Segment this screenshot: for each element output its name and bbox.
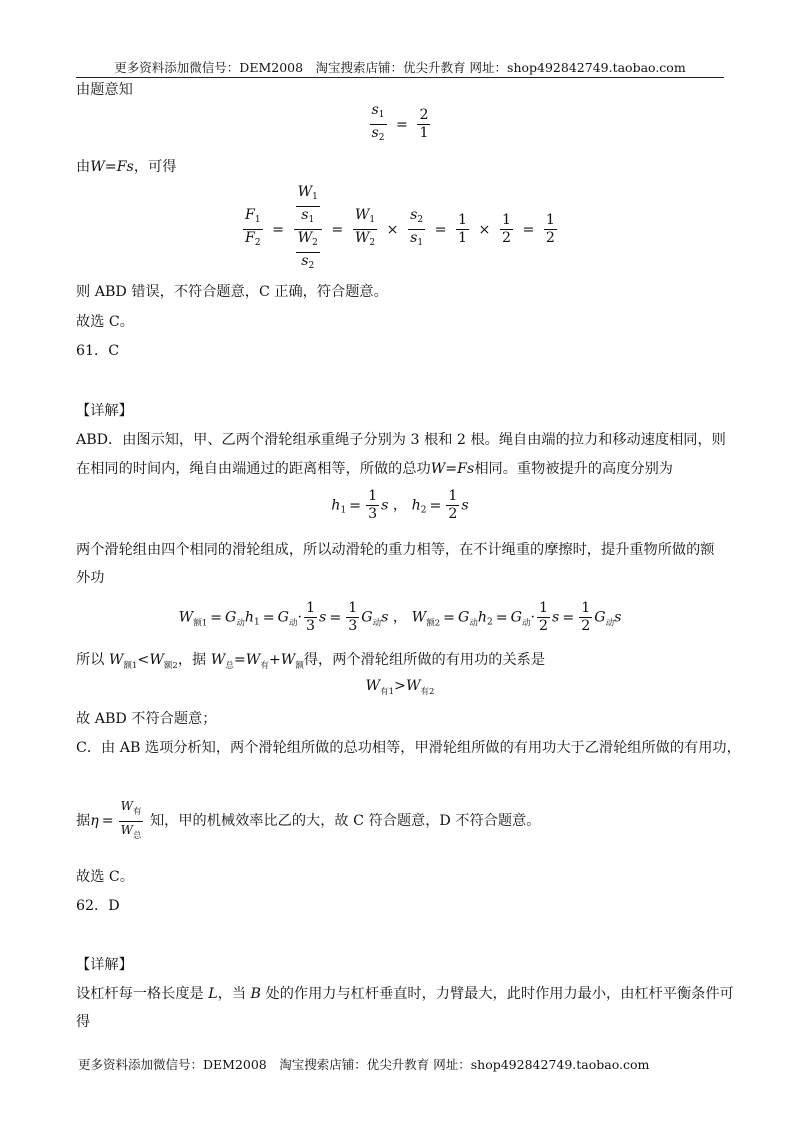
paragraph-abd-2 bbox=[76, 459, 673, 479]
eq4-sub-dong-1: 动 bbox=[236, 618, 245, 629]
equation-extra-work: $W_{额1} = G_动h_1 = G_动\cdot$ $\frac{1}{3}$ s = $\frac{1}{3}$ $G_动s$ ， $W_{额2} = G_动h_2 = G_动\cdot$ $\frac{1}{2}$ s = $\frac{1}{2}$ $G_动s$ bbox=[178, 600, 622, 634]
lever-var-l: L bbox=[208, 986, 218, 1002]
equation-heights: $h_1$ = $\frac{1}{3}$ s ， $h_2$ = $\frac{1}{2}$ s bbox=[331, 488, 469, 522]
so-sub-e2: 额2 bbox=[163, 661, 178, 671]
eq4-sub-e2: 额2 bbox=[426, 618, 441, 629]
question-62-answer: 62．D bbox=[76, 898, 120, 914]
eq3-sep: ， bbox=[392, 497, 408, 514]
by-end: ，可得 bbox=[133, 159, 177, 175]
lever-text-c: 处的作用力与杠杆垂直时，力臂最大，此时作用力最小，由杠杆平衡条件可 bbox=[265, 986, 734, 1002]
eq4-one-b: 1 bbox=[348, 600, 358, 616]
eq4-sub-dong-3: 动 bbox=[372, 618, 382, 629]
question-61-answer: 61．C bbox=[76, 343, 120, 359]
eq2-val-4: 1 bbox=[545, 212, 555, 228]
eq3-three: 3 bbox=[368, 506, 378, 522]
by-eq: = bbox=[104, 159, 117, 175]
page-header: 更多资料添加微信号：DEM2008 淘宝搜索店铺：优尖升教育 网址：shop492842749.taobao.com bbox=[114, 60, 686, 75]
eq3-two: 2 bbox=[448, 506, 458, 522]
eq4-sub-dong-4: 动 bbox=[469, 618, 478, 629]
paragraph-choose-c-2: 故选 C。 bbox=[76, 869, 134, 885]
eq4-one-a: 1 bbox=[306, 600, 316, 616]
eq2-val-3: 1 bbox=[501, 212, 511, 228]
abd2-text-a: 在相同的时间内，绳自由端通过的距离相等，所做的总功 bbox=[76, 461, 431, 477]
header-divider bbox=[76, 77, 724, 78]
paragraph-efficiency: 据η = $\frac{W_有}{W_总}$ 知，甲的机械效率比乙的大，故 C 符合题意，D 不符合题意。 bbox=[76, 798, 541, 841]
eta-sub-you: 有 bbox=[132, 806, 142, 817]
paragraph-intro: 由题意知 bbox=[76, 82, 133, 98]
paragraph-option-c: C．由 AB 选项分析知，两个滑轮组所做的总功相等，甲滑轮组所做的有用功大于乙滑轮组所做的有用功， bbox=[76, 740, 741, 756]
so-sub-e1: 额1 bbox=[123, 661, 138, 671]
eta-sub-zong: 总 bbox=[132, 830, 142, 841]
eq4-two-a: 2 bbox=[539, 618, 549, 634]
eq4-three-b: 3 bbox=[348, 618, 358, 634]
paragraph-abd-wrong: 则 ABD 错误，不符合题意，C 正确，符合题意。 bbox=[76, 284, 388, 300]
so-text-c: 得，两个滑轮组所做的有用功的关系是 bbox=[303, 652, 546, 668]
detail-heading-62: 【详解】 bbox=[76, 957, 133, 973]
paragraph-lever-1 bbox=[76, 984, 734, 1004]
eq2-val-2: 1 bbox=[458, 230, 468, 246]
useful-sub-1: 有1 bbox=[380, 687, 395, 697]
paragraph-choose-c: 故选 C。 bbox=[76, 314, 134, 330]
useful-sub-2: 有2 bbox=[420, 687, 435, 697]
page-footer: 更多资料添加微信号：DEM2008 淘宝搜索店铺：优尖升教育 网址：shop492842749.taobao.com bbox=[78, 1057, 650, 1072]
eq3-one-b: 1 bbox=[448, 488, 458, 504]
so-sub-you: 有 bbox=[260, 661, 269, 671]
equation-useful-work: $W_{有1}>W_{有2}$ bbox=[365, 678, 435, 697]
paragraph-by-w-fs bbox=[76, 157, 176, 177]
eq4-sub-e1: 额1 bbox=[193, 618, 208, 629]
equation-force-ratio: $\frac{F_1}{F_2}$ = $\frac{\frac{W_1}{s_1}}{\frac{W_2}{s_2}}$ = $\frac{W_1}{W_2}$ × $\frac{s_2}{s_1}$ = $\frac{1}{1}$ × $\frac{1}{2}$ = $\frac{1}{2}$ bbox=[245, 184, 555, 271]
ju-text: 据 bbox=[76, 813, 91, 829]
eq4-three-a: 3 bbox=[306, 618, 316, 634]
abd2-formula: W=Fs bbox=[430, 461, 475, 477]
eq4-two-b: 2 bbox=[581, 618, 591, 634]
lever-var-b: B bbox=[250, 986, 261, 1002]
by-text: 由 bbox=[76, 159, 91, 175]
lever-text-b: ，当 bbox=[217, 986, 247, 1002]
paragraph-abd-1: ABD．由图示知，甲、乙两个滑轮组承重绳子分别为 3 根和 2 根。绳自由端的拉力和移动速度相同，则 bbox=[76, 432, 726, 448]
eq1-numerator: 2 bbox=[419, 107, 429, 123]
eq2-val-7: 2 bbox=[545, 230, 555, 246]
eq4-sub-dong-2: 动 bbox=[288, 618, 298, 629]
by-fs: Fs bbox=[116, 159, 134, 175]
paragraph-lever-2: 得 bbox=[76, 1014, 91, 1030]
so-text-a: 所以 bbox=[76, 652, 105, 668]
eq4-one-c: 1 bbox=[539, 600, 549, 616]
eq4-sub-dong-5: 动 bbox=[521, 618, 531, 629]
eq4-sub-dong-6: 动 bbox=[605, 618, 615, 629]
detail-heading-61: 【详解】 bbox=[76, 403, 133, 419]
abd2-text-c: 相同。重物被提升的高度分别为 bbox=[474, 461, 673, 477]
by-w: W bbox=[90, 159, 105, 175]
eq4-one-d: 1 bbox=[581, 600, 591, 616]
so-text-b: ，据 bbox=[177, 652, 207, 668]
so-sub-zong: 总 bbox=[225, 661, 234, 671]
eq2-val-1: 1 bbox=[458, 212, 468, 228]
paragraph-pulley-1: 两个滑轮组由四个相同的滑轮组成，所以动滑轮的重力相等，在不计绳重的摩擦时，提升重物所做的额 bbox=[76, 542, 715, 558]
paragraph-pulley-2: 外功 bbox=[76, 570, 105, 586]
lever-text-a: 设杠杆每一格长度是 bbox=[76, 986, 204, 1002]
eq1-denominator: 1 bbox=[419, 125, 429, 141]
eq4-sep: ， bbox=[392, 609, 408, 626]
eq3-one-a: 1 bbox=[368, 488, 378, 504]
ju-text-end: 知，甲的机械效率比乙的大，故 C 符合题意，D 不符合题意。 bbox=[149, 813, 541, 829]
paragraph-so: 所以 $W_{额1}<W_{额2}$，据 $W_总=W_有+W_额$得，两个滑轮组所做的有用功的关系是 bbox=[76, 652, 546, 671]
so-sub-ew: 额 bbox=[295, 661, 304, 671]
paragraph-abd-not: 故 ABD 不符合题意； bbox=[76, 711, 217, 727]
equation-ratio-s: $\frac{s_1}{s_2}$ = $\frac{2}{1}$ bbox=[371, 102, 429, 143]
eq2-val-5: 2 bbox=[501, 230, 511, 246]
